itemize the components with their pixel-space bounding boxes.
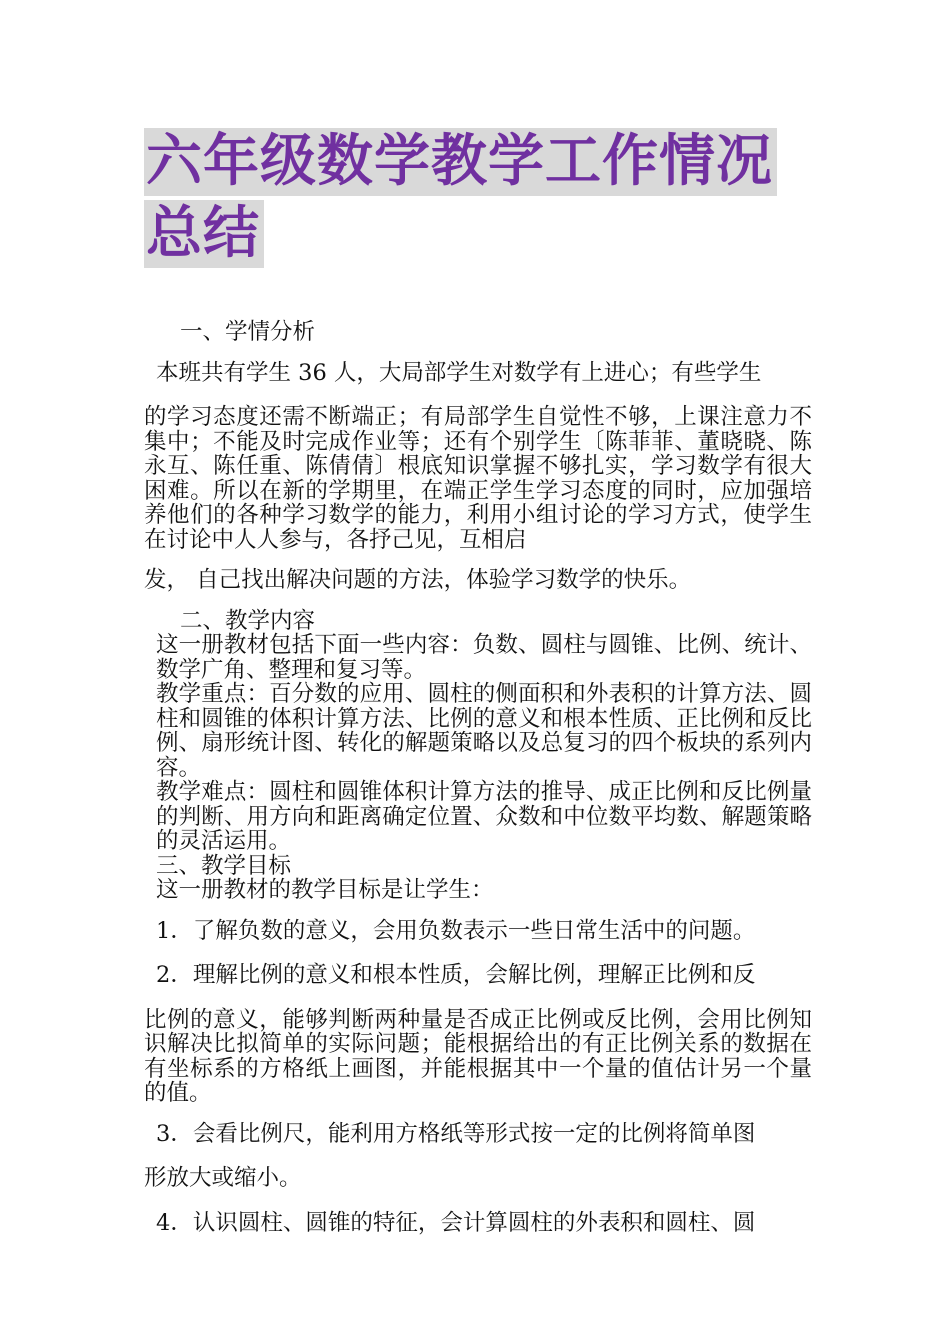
list-item-2-body: 比例的意义，能够判断两种量是否成正比例或反比例，会用比例知识解决比拟简单的实际问题；能根据给出的有正比例关系的数据在有坐标系的方格纸上画图，并能根据其中一个量的值估计另一个量的值。	[144, 1006, 812, 1106]
paragraph-s2-key-points: 教学重点：百分数的应用、圆柱的侧面积和外表积的计算方法、圆柱和圆锥的体积计算方法、比例的意义和根本性质、正比例和反比例、扇形统计图、转化的解题策略以及总复习的四个板块的系列内容。	[156, 681, 812, 781]
document-body	[144, 320, 812, 1235]
list-item-2-first-line: 2．理解比例的意义和根本性质，会解比例，理解正比例和反	[156, 962, 756, 988]
section-heading-1: 一、学情分析	[180, 319, 316, 345]
document-title	[144, 128, 814, 268]
title-line-2: 总结	[144, 200, 264, 268]
paragraph-s1-last-line: 发， 自己找出解决问题的方法，体验学习数学的快乐。	[144, 567, 692, 593]
section-heading-2: 二、教学内容	[180, 607, 316, 634]
list-item-3-body: 形放大或缩小。	[144, 1165, 302, 1191]
paragraph-s1-first-line: 本班共有学生 36 人，大局部学生对数学有上进心；有些学生	[156, 359, 762, 386]
section-heading-3: 三、教学目标	[156, 852, 292, 879]
paragraph-s1-body: 的学习态度还需不断端正；有局部学生自觉性不够，上课注意力不集中；不能及时完成作业等；还有个别学生〔陈菲菲、董晓晓、陈永互、陈任重、陈倩倩〕根底知识掌握不够扎实，学习数学有很大困难。所以在新的学期里，在端正学生学习态度的同时，应加强培养他们的各种学习数学的能力，利用小组讨论的学习方式，使学生在讨论中人人参与，各抒己见，互相启	[144, 404, 812, 553]
list-item-4-first-line: 4．认识圆柱、圆锥的特征，会计算圆柱的外表积和圆柱、圆	[156, 1209, 756, 1236]
paragraph-s2-difficulties: 教学难点：圆柱和圆锥体积计算方法的推导、成正比例和反比例量的判断、用方向和距离确定位置、众数和中位数平均数、解题策略的灵活运用。	[156, 779, 812, 854]
title-line-1: 六年级数学教学工作情况	[144, 128, 777, 196]
paragraph-s3-intro: 这一册教材的教学目标是让学生：	[156, 877, 494, 903]
paragraph-s2-content: 这一册教材包括下面一些内容：负数、圆柱与圆锥、比例、统计、数学广角、整理和复习等。	[156, 632, 812, 683]
list-item-3-first-line: 3．会看比例尺，能利用方格纸等形式按一定的比例将简单图	[156, 1120, 756, 1147]
list-item-1: 1．了解负数的意义，会用负数表示一些日常生活中的问题。	[156, 917, 756, 944]
